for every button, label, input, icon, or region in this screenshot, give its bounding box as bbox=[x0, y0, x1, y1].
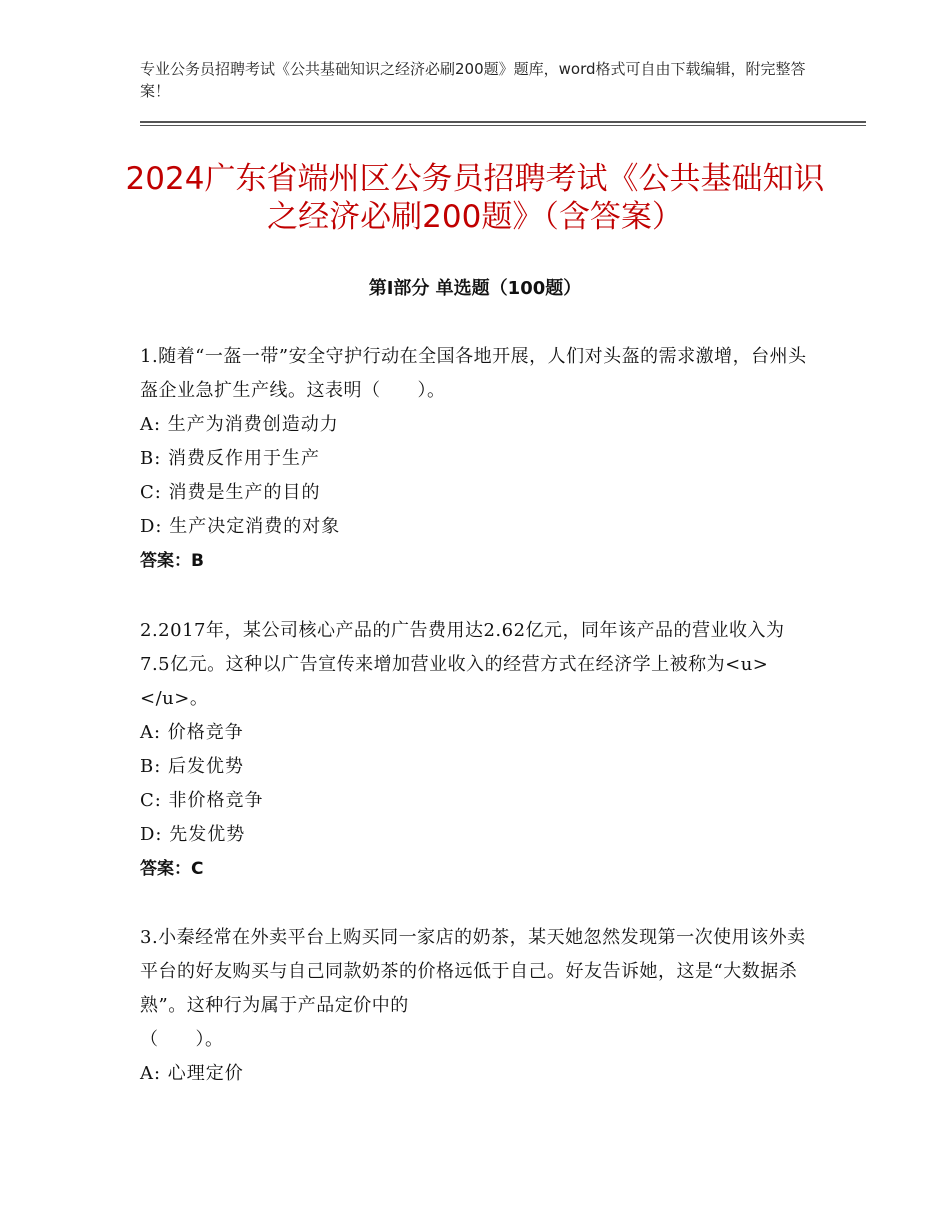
option-b: B: 后发优势 bbox=[140, 756, 245, 777]
header-rule-thin bbox=[140, 125, 866, 126]
header-note: 专业公务员招聘考试《公共基础知识之经济必刷200题》题库，word格式可自由下载编辑，附完整答案！ bbox=[140, 60, 806, 100]
option-d: D: 先发优势 bbox=[140, 824, 246, 845]
option-c: C: 非价格竞争 bbox=[140, 790, 264, 811]
option-a: A: 生产为消费创造动力 bbox=[140, 414, 339, 435]
question-1 bbox=[140, 340, 810, 578]
option-c: C: 消费是生产的目的 bbox=[140, 482, 321, 503]
option-a: A: 心理定价 bbox=[140, 1063, 244, 1084]
answer: 答案：B bbox=[140, 551, 204, 571]
option-b: B: 消费反作用于生产 bbox=[140, 448, 321, 469]
question-2 bbox=[140, 614, 824, 886]
question-3 bbox=[140, 921, 810, 1091]
document-title: 2024广东省端州区公务员招聘考试《公共基础知识之经济必刷200题》（含答案） bbox=[125, 161, 825, 235]
header-rule-thick bbox=[140, 121, 866, 123]
section-title: 第Ⅰ部分 单选题（100题） bbox=[368, 278, 582, 299]
question-stem: 3.小秦经常在外卖平台上购买同一家店的奶茶，某天她忽然发现第一次使用该外卖平台的好友购买与自己同款奶茶的价格远低于自己。好友告诉她，这是“大数据杀熟”。这种行为属于产品定价中的 （ ）。 bbox=[140, 927, 806, 1050]
option-a: A: 价格竞争 bbox=[140, 722, 244, 743]
question-stem: 2.2017年，某公司核心产品的广告费用达2.62亿元，同年该产品的营业收入为7.5亿元。这种以广告宣传来增加营业收入的经营方式在经济学上被称为<u> </u>。 bbox=[140, 620, 824, 709]
option-d: D: 生产决定消费的对象 bbox=[140, 516, 341, 537]
answer: 答案：C bbox=[140, 859, 204, 879]
question-stem: 1.随着“一盔一带”安全守护行动在全国各地开展，人们对头盔的需求激增，台州头盔企业急扩生产线。这表明（ ）。 bbox=[140, 346, 807, 401]
